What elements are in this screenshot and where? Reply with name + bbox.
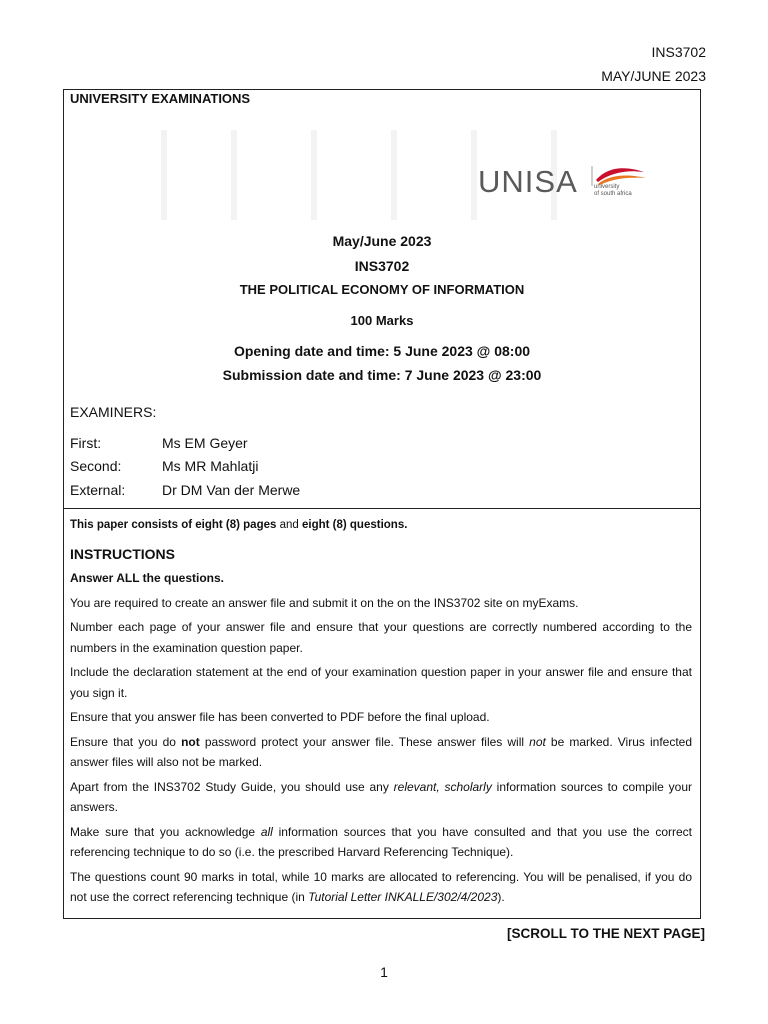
instruction-paragraph (70, 732, 692, 773)
cover-box (63, 89, 701, 509)
paper-consists-note (70, 515, 692, 536)
instructions-content (70, 515, 692, 912)
instruction-paragraph (70, 777, 692, 818)
examiner-role: Second: (70, 458, 122, 474)
text-run: information sources that you have consulted and that you use the correct referencing technique to do so (i.e. the prescribed Harvard Referencing Technique). (70, 824, 692, 859)
instruction-paragraph: Number each page of your answer file and ensure that your questions are correctly numbered according to the numbers in the examination question paper. (70, 620, 692, 655)
examiner-role: External: (70, 482, 126, 498)
consists-part-3: eight (8) questions. (301, 519, 408, 531)
exam-session: May/June 2023 (332, 233, 432, 249)
examiner-role: First: (70, 435, 102, 451)
logo-text: UNISA (478, 164, 578, 199)
consists-part-1: This paper consists of eight (8) pages (70, 519, 277, 531)
unisa-flame-logo-icon (588, 164, 648, 186)
examiners-heading: EXAMINERS: (70, 404, 157, 420)
page-header (601, 40, 706, 88)
submission-date: Submission date and time: 7 June 2023 @ 23:00 (222, 367, 542, 383)
text-run-italic: not (529, 734, 546, 749)
examiner-row (70, 458, 258, 474)
logo-subtitle (594, 184, 632, 198)
header-module-code: INS3702 (651, 44, 706, 60)
header-session: MAY/JUNE 2023 (601, 68, 706, 84)
instruction-paragraph (70, 867, 692, 908)
instruction-paragraph: You are required to create an answer file and submit it on the on the INS3702 site on myExams. (70, 595, 579, 610)
text-run: The questions count 90 marks in total, while 10 marks are allocated to referencing. You will be penalised, if you do not use the correct referencing technique (in (70, 869, 692, 904)
page-number: 1 (380, 964, 388, 980)
module-code: INS3702 (354, 258, 410, 274)
text-run: password protect your answer file. These answer files will (199, 734, 530, 749)
examiner-name: Dr DM Van der Merwe (162, 482, 301, 498)
examiner-row (70, 435, 248, 451)
text-run-italic: Tutorial Letter INKALLE/302/4/2023 (308, 890, 498, 904)
examiner-row (70, 482, 300, 498)
text-run: information sources to compile your answers. (70, 779, 693, 814)
text-run: Apart from the INS3702 Study Guide, you should use any (70, 779, 394, 794)
text-run: be marked. Virus infected answer files will also not be marked. (70, 734, 693, 769)
instructions-heading: INSTRUCTIONS (70, 545, 175, 562)
instructions-box (63, 508, 701, 919)
logo-subtitle-line-2: of south africa (594, 191, 632, 197)
unisa-logo (478, 162, 648, 202)
exam-title: UNIVERSITY EXAMINATIONS (70, 91, 251, 106)
text-run-bold: not (181, 734, 200, 749)
instruction-paragraph: Ensure that you answer file has been converted to PDF before the final upload. (70, 710, 490, 724)
examiner-name: Ms EM Geyer (162, 435, 248, 451)
instruction-paragraph (70, 822, 692, 863)
module-title: THE POLITICAL ECONOMY OF INFORMATION (239, 282, 525, 297)
text-run: Ensure that you do (70, 734, 182, 749)
text-run: Make sure that you acknowledge (70, 824, 261, 839)
logo-subtitle-line-1: university (594, 184, 620, 190)
answer-all-note: Answer ALL the questions. (70, 571, 225, 585)
text-run-italic: all (260, 824, 273, 839)
text-run-italic: relevant, scholarly (393, 779, 492, 794)
consists-part-2: and (276, 519, 302, 531)
text-run: ). (497, 890, 505, 904)
examiner-name: Ms MR Mahlatji (162, 458, 259, 474)
instruction-paragraph: Include the declaration statement at the end of your examination question paper in your answer file and ensure that you sign it. (70, 665, 692, 700)
opening-date: Opening date and time: 5 June 2023 @ 08:00 (233, 343, 531, 359)
total-marks: 100 Marks (350, 313, 414, 328)
scroll-to-next-page-note: [SCROLL TO THE NEXT PAGE] (506, 926, 705, 941)
